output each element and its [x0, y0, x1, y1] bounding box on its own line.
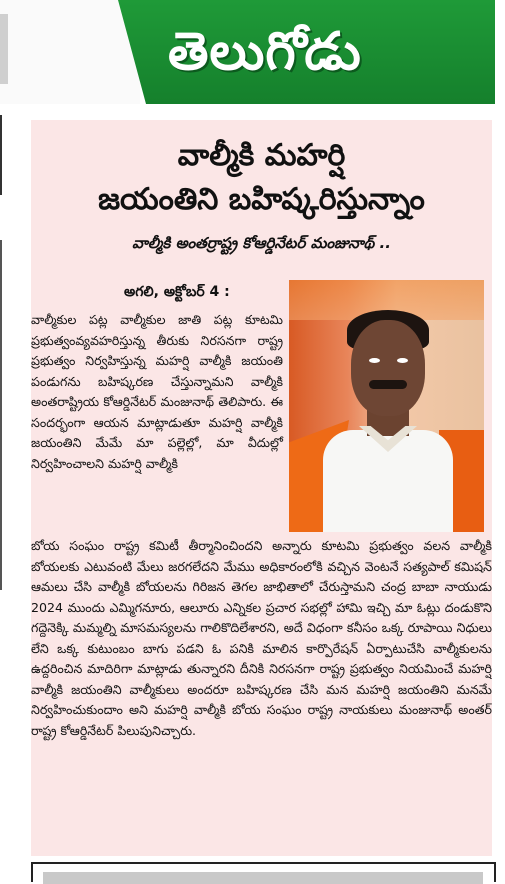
- article-body-top: వాల్మీకుల పట్ల వాల్మీకుల జాతి పట్ల కూటమి ప్రభుత్వంవ్యవహరిస్తున్న తీరుకు నిరసనగా రాష్ట్ర ప్రభుత్వం నిర్వహిస్తున్న మహర్షి వాల్మీకి జయంతి పండుగను బహిష్కరణ చేస్తున్నామని వాల్మీకి అంతరాష్ట్రియ కోఆర్డినేటర్ మంజునాథ్ తెలిపారు. ఈ సందర్భంగా ఆయన మాట్లాడుతూ మహర్షి వాల్మీకి జయంతిని మేమే మా పల్లెల్లో, మా వీదుల్లో నిర్వహించాలని మహర్షి వాల్మీకి: [31, 312, 283, 471]
- masthead-edge-mark: [0, 14, 8, 84]
- portrait-photo: [289, 280, 484, 532]
- headline-line-1: వాల్మీకి మహర్షి: [177, 138, 346, 173]
- headline-line-2: జయంతిని బహిష్కరిస్తున్నాం: [98, 182, 425, 217]
- next-article-frame: [31, 862, 496, 882]
- eye: [397, 358, 408, 363]
- masthead: [0, 0, 495, 104]
- news-article: [31, 120, 492, 856]
- mustache: [369, 380, 407, 389]
- next-article-image-strip: [43, 872, 483, 884]
- masthead-left-panel: [0, 0, 140, 104]
- subheadline: వాల్మీకి అంతర్రాష్ట్ర కోఆర్డినేటర్ మంజునాథ్ ..: [132, 234, 391, 252]
- headline: [31, 134, 492, 222]
- eye: [369, 358, 380, 363]
- face: [351, 320, 425, 416]
- masthead-title: తెలుగోడు: [168, 22, 362, 82]
- column-rule: [0, 115, 2, 195]
- article-body-bottom: బోయ సంఘం రాష్ట్ర కమిటీ తీర్మానించిందని అన్నారు కూటమి ప్రభుత్వం వలన వాల్మీకి బోయలకు ఎటువంటి మేలు జరగలేదని మేము అధికారంలోకి వచ్చిన వెంటనే సత్యపాల్ కమిషన్ ఆమలు చేసి వాల్మీకి బోయలను గిరిజన తెగల జాభితాలో చేరుస్తామని చంద్ర బాబా నాయుడు 2024 ముందు ఎమ్మిగనూరు, ఆలూరు ఎన్నికల ప్రచార సభల్లో హామి ఇచ్చి మా ఓట్లు దండుకొని గద్దెనెక్కి మమ్మల్ని మాసమస్యలను గాలికొదిలేశారని, అదే విధంగా కనీసం ఒక్క రూపాయి నిధులు లేని ఒక్క కుటుంబం బాగు పడని ఓ పనికి మాలిన కార్పొరేషన్ ఏర్పాటుచేసి వాల్మీకులను ఉద్దరించిన మాదిరిగా మాట్లాడు తున్నారని దీనికి నిరసనగా రాష్ట్ర ప్రభుత్వం నియమించే మహర్షి వాల్మీకి జయంతిని వాల్మీకులు అందరూ బహిష్కరణ చేసి మన మహర్షి జయంతిని మనమే నిర్వహించుకుందాం అని మహర్షి వాల్మీకి బోయ సంఘం రాష్ట్ర నాయకులు మంజునాథ్ అంతర్ రాష్ట్ర కోఆర్డినేటర్ పిలుపునిచ్చారు.: [31, 538, 492, 738]
- dateline: అగలి, అక్టోబర్ 4 :: [124, 284, 230, 300]
- column-rule: [0, 240, 2, 590]
